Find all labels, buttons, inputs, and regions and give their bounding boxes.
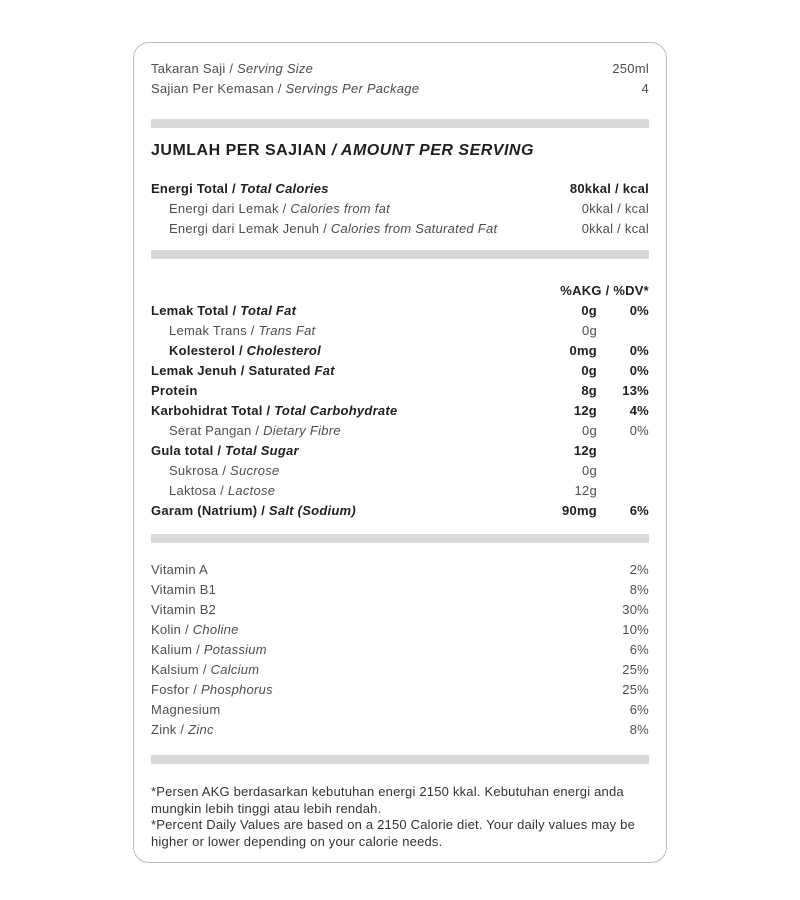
servings-per-package-value: 4: [641, 81, 649, 96]
vitamins-section: [151, 560, 649, 740]
dv-value: 6%: [629, 702, 649, 717]
dv-value: 8%: [629, 722, 649, 737]
energy-section: [151, 179, 649, 239]
vitamin-label: Kalium / Potassium: [151, 642, 267, 657]
amount-value: 0g: [581, 363, 597, 378]
dv-value: 6%: [629, 642, 649, 657]
energy-row: [151, 219, 649, 239]
energy-fat-label: Energi dari Lemak / Calories from fat: [169, 201, 390, 216]
nutrient-row: [151, 381, 649, 401]
nutrient-label: Kolesterol / Cholesterol: [169, 343, 321, 358]
nutrients-section: [151, 301, 649, 521]
dv-value: 2%: [629, 562, 649, 577]
section-title: JUMLAH PER SAJIAN / AMOUNT PER SERVING: [151, 142, 534, 159]
amount-value: 0g: [582, 423, 597, 438]
vitamin-row: [151, 640, 649, 660]
nutrition-facts-card: [133, 42, 667, 863]
dv-value: 0%: [629, 343, 649, 358]
vitamin-label: Vitamin B2: [151, 602, 217, 617]
energy-row: [151, 179, 649, 199]
vitamin-label: Vitamin A: [151, 562, 208, 577]
servings-per-package-label: Sajian Per Kemasan / Servings Per Package: [151, 81, 420, 96]
amount-value: 8g: [581, 383, 597, 398]
nutrient-row: [151, 401, 649, 421]
nutrient-row: [151, 341, 649, 361]
vitamin-label: Zink / Zinc: [151, 722, 214, 737]
nutrient-label: Garam (Natrium) / Salt (Sodium): [151, 503, 356, 518]
serving-size-row: [151, 59, 649, 79]
section-divider: [151, 534, 649, 543]
dv-value: 13%: [622, 383, 649, 398]
section-divider: [151, 119, 649, 128]
nutrient-row: [151, 481, 649, 501]
vitamin-row: [151, 620, 649, 640]
energy-fat-value: 0kkal / kcal: [581, 201, 649, 216]
vitamin-label: Kalsium / Calcium: [151, 662, 260, 677]
nutrient-row: [151, 461, 649, 481]
energy-row: [151, 199, 649, 219]
footnote-dv: *Percent Daily Values are based on a 2150 Calorie diet. Your daily values may be higher or lower depending on your calorie needs.: [151, 817, 636, 849]
energy-satfat-label: Energi dari Lemak Jenuh / Calories from Saturated Fat: [169, 221, 498, 236]
vitamin-label: Vitamin B1: [151, 582, 217, 597]
dv-value: 10%: [622, 622, 649, 637]
nutrient-label: Protein: [151, 383, 198, 398]
serving-size-label: Takaran Saji / Serving Size: [151, 61, 314, 76]
amount-value: 0mg: [569, 343, 597, 358]
vitamin-row: [151, 660, 649, 680]
amount-value: 12g: [573, 443, 597, 458]
nutrient-label: Laktosa / Lactose: [169, 483, 276, 498]
dv-value: 4%: [629, 403, 649, 418]
amount-value: 0g: [582, 463, 597, 478]
vitamin-row: [151, 700, 649, 720]
nutrient-label: Serat Pangan / Dietary Fibre: [169, 423, 341, 438]
dv-value: 25%: [622, 662, 649, 677]
nutrient-row: [151, 421, 649, 441]
footnote-akg: *Persen AKG berdasarkan kebutuhan energi 2150 kkal. Kebutuhan energi anda mungkin lebih tinggi atau lebih rendah.: [151, 784, 624, 816]
nutrient-row: [151, 301, 649, 321]
section-divider: [151, 755, 649, 764]
serving-size-value: 250ml: [612, 61, 649, 76]
dv-value: 0%: [629, 303, 649, 318]
dv-value: 30%: [622, 602, 649, 617]
energy-total-label: Energi Total / Total Calories: [151, 181, 329, 196]
vitamin-row: [151, 600, 649, 620]
servings-per-package-row: [151, 79, 649, 99]
vitamin-label: Kolin / Choline: [151, 622, 239, 637]
nutrient-label: Lemak Total / Total Fat: [151, 303, 297, 318]
amount-value: 12g: [574, 483, 597, 498]
nutrient-label: Gula total / Total Sugar: [151, 443, 299, 458]
energy-satfat-value: 0kkal / kcal: [581, 221, 649, 236]
nutrient-row: [151, 441, 649, 461]
section-divider: [151, 250, 649, 259]
nutrient-label: Sukrosa / Sucrose: [169, 463, 280, 478]
vitamin-row: [151, 560, 649, 580]
vitamin-label: Fosfor / Phosphorus: [151, 682, 273, 697]
amount-value: 90mg: [562, 503, 597, 518]
nutrient-row: [151, 321, 649, 341]
nutrient-row: [151, 361, 649, 381]
dv-value: 0%: [629, 423, 649, 438]
vitamin-label: Magnesium: [151, 702, 221, 717]
amount-value: 12g: [573, 403, 597, 418]
vitamin-row: [151, 580, 649, 600]
nutrient-label: Karbohidrat Total / Total Carbohydrate: [151, 403, 398, 418]
amount-value: 0g: [582, 323, 597, 338]
vitamin-row: [151, 680, 649, 700]
nutrient-label: Lemak Jenuh / Saturated Fat: [151, 363, 335, 378]
nutrient-label: Lemak Trans / Trans Fat: [169, 323, 316, 338]
dv-value: 8%: [629, 582, 649, 597]
dv-value: 0%: [629, 363, 649, 378]
nutrient-row: [151, 501, 649, 521]
amount-value: 0g: [581, 303, 597, 318]
energy-total-value: 80kkal / kcal: [569, 181, 649, 196]
daily-value-header: %AKG / %DV*: [560, 283, 649, 298]
vitamin-row: [151, 720, 649, 740]
dv-value: 25%: [622, 682, 649, 697]
dv-value: 6%: [629, 503, 649, 518]
